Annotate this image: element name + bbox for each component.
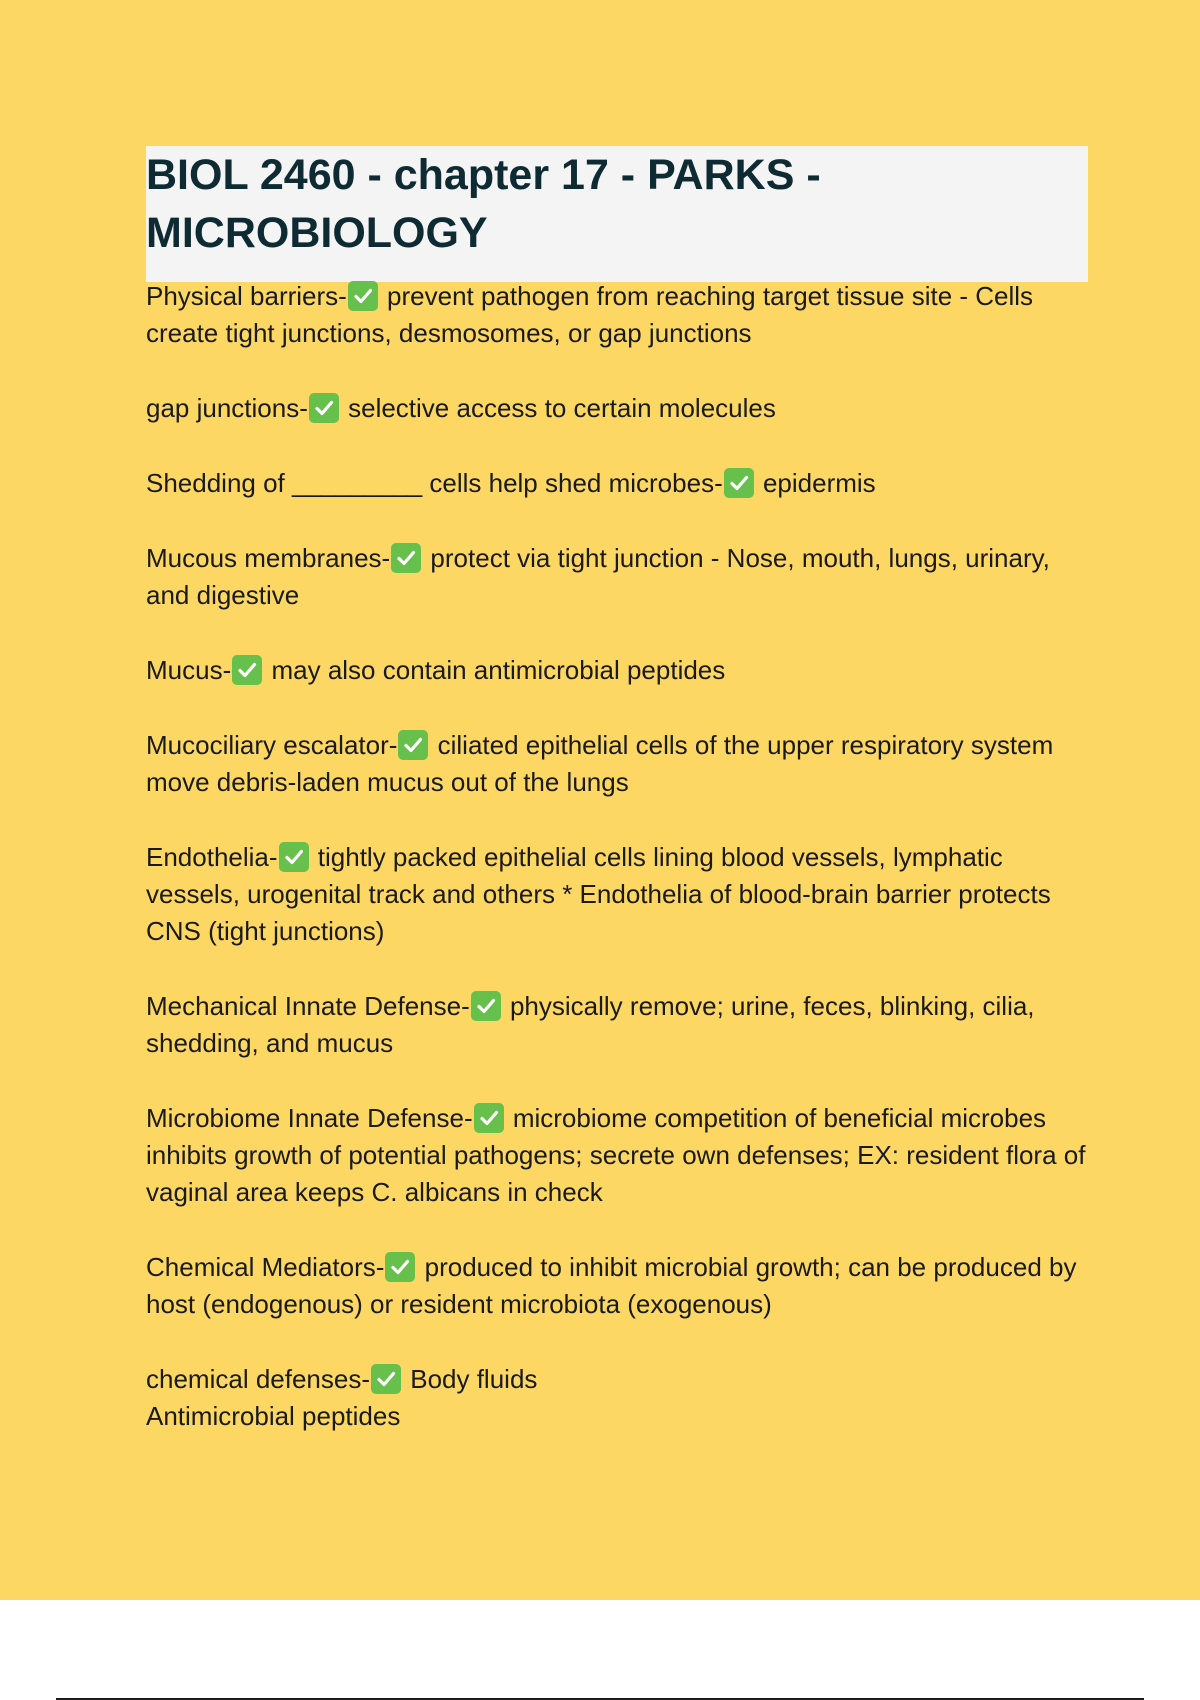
- entries-list: [146, 278, 1096, 1473]
- check-mark-icon: [279, 842, 309, 872]
- entry-term: Mucous membranes-: [146, 543, 391, 573]
- entry-definition: ciliated epithelial cells of the upper respiratory system move debris-laden mucus out of the lungs: [146, 730, 1054, 797]
- entry-term: Mechanical Innate Defense-: [146, 991, 470, 1021]
- list-item: [146, 390, 1096, 427]
- entry-term: Endothelia-: [146, 842, 278, 872]
- check-mark-icon: [724, 468, 754, 498]
- entry-term: Chemical Mediators-: [146, 1252, 385, 1282]
- check-mark-icon: [232, 655, 262, 685]
- list-item: [146, 465, 1096, 502]
- check-mark-icon: [474, 1103, 504, 1133]
- list-item: [146, 278, 1096, 352]
- list-item: [146, 727, 1096, 801]
- title-box: [146, 146, 1088, 282]
- check-mark-icon: [309, 393, 339, 423]
- check-mark-icon: [471, 991, 501, 1021]
- entry-term: chemical defenses-: [146, 1364, 370, 1394]
- list-item: [146, 988, 1096, 1062]
- entry-term: gap junctions-: [146, 393, 308, 423]
- entry-term: Mucociliary escalator-: [146, 730, 398, 760]
- list-item: [146, 1361, 1096, 1435]
- entry-term: Microbiome Innate Defense-: [146, 1103, 473, 1133]
- list-item: [146, 839, 1096, 950]
- check-mark-icon: [371, 1364, 401, 1394]
- check-mark-icon: [398, 730, 428, 760]
- list-item: [146, 1249, 1096, 1323]
- list-item: [146, 540, 1096, 614]
- check-mark-icon: [348, 281, 378, 311]
- entry-definition: protect via tight junction - Nose, mouth, lungs, urinary, and digestive: [146, 543, 1050, 610]
- entry-definition: epidermis: [755, 468, 876, 498]
- entry-definition: selective access to certain molecules: [340, 393, 776, 423]
- entry-definition: physically remove; urine, feces, blinking, cilia, shedding, and mucus: [146, 991, 1035, 1058]
- list-item: [146, 1100, 1096, 1211]
- entry-definition: microbiome competition of beneficial microbes inhibits growth of potential pathogens; secrete own defenses; EX: resident flora of vaginal area keeps C. albicans in check: [146, 1103, 1086, 1207]
- entry-definition: may also contain antimicrobial peptides: [264, 655, 726, 685]
- entry-definition: prevent pathogen from reaching target tissue site - Cells create tight junctions, desmosomes, or gap junctions: [146, 281, 1034, 348]
- page-title: BIOL 2460 - chapter 17 - PARKS - MICROBIOLOGY: [146, 151, 821, 257]
- check-mark-icon: [391, 543, 421, 573]
- list-item: [146, 652, 1096, 689]
- entry-definition: Body fluids Antimicrobial peptides: [146, 1364, 538, 1431]
- entry-term: Mucus-: [146, 655, 232, 685]
- entry-definition: produced to inhibit microbial growth; can be produced by host (endogenous) or resident microbiota (exogenous): [146, 1252, 1077, 1319]
- entry-term: Physical barriers-: [146, 281, 347, 311]
- entry-definition: tightly packed epithelial cells lining blood vessels, lymphatic vessels, urogenital track and others * Endothelia of blood-brain barrier protects CNS (tight junctions): [146, 842, 1051, 946]
- check-mark-icon: [385, 1252, 415, 1282]
- entry-term: Shedding of _________ cells help shed microbes-: [146, 468, 723, 498]
